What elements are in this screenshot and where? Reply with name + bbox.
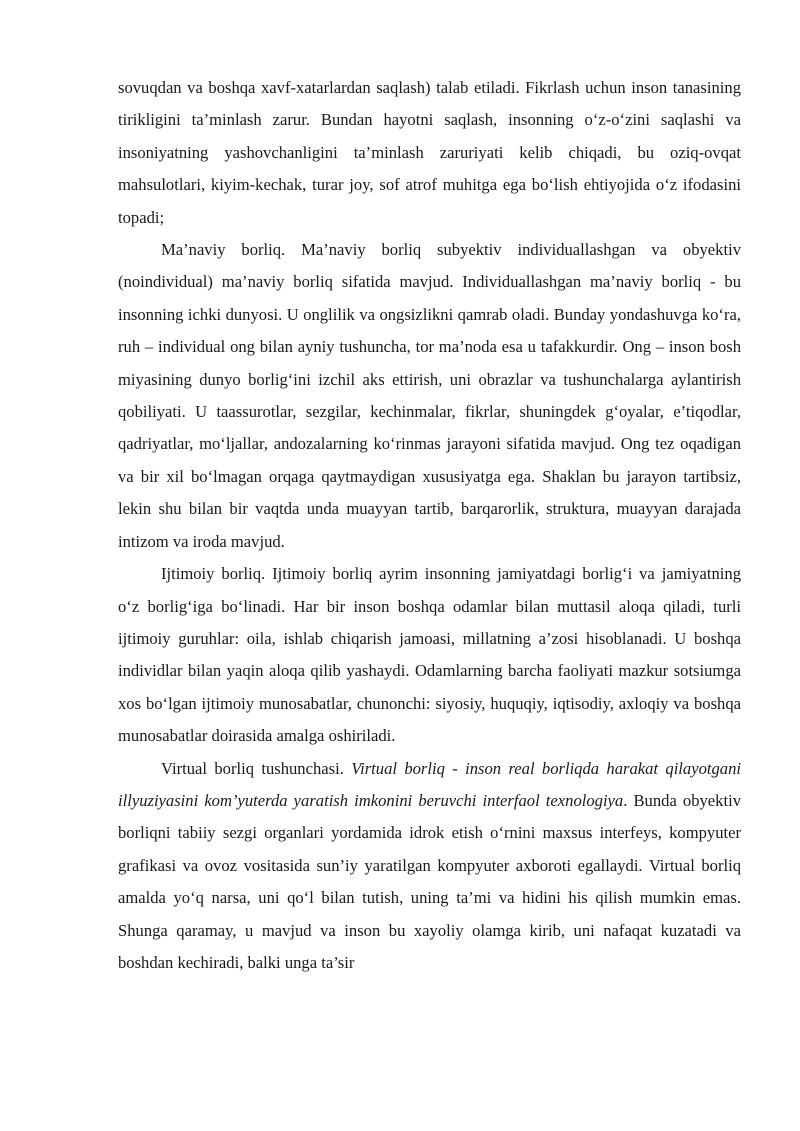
virtual-borliq-definition: Virtual borliq - inson real borliqda harakat qilayotgani illyuziyasini kom’yuterda yaratish imkonini beruvchi interfaol texnologiya (118, 758, 741, 810)
paragraph-manaviy-borliq: Ma’naviy borliq. Ma’naviy borliq subyektiv individuallashgan va obyektiv (noindividual) ma’naviy borliq sifatida mavjud. Individuallashgan ma’naviy borliq - bu insonning ichki dunyosi. U onglilik va ongsizlikni qamrab oladi. Bunday yondashuvga ko‘ra, ruh – individual ong bilan ayniy tushuncha, tor ma’noda esa u tafakkurdir. Ong – inson bosh miyasining dunyo borlig‘ini izchil aks ettirish, uni obrazlar va tushunchalarga aylantirish qobiliyati. U taassurotlar, sezgilar, kechinmalar, fikrlar, shuningdek g‘oyalar, e’tiqodlar, qadriyatlar, mo‘ljallar, andozalarning ko‘rinmas jarayoni sifatida mavjud. Ong tez oqadigan va bir xil bo‘lmagan orqaga qaytmaydigan xususiyatga ega. Shaklan bu jarayon tartibsiz, lekin shu bilan bir vaqtda unda muayyan tartib, barqarorlik, struktura, muayyan darajada intizom va iroda mavjud. (118, 240, 741, 551)
virtual-borliq-rest: . Bunda obyektiv borliqni tabiiy sezgi organlari yordamida idrok etish o‘rnini maxsus interfeys, kompyuter grafikasi va ovoz vositasida sun’iy yaratilgan kompyuter axboroti egallaydi. Virtual borliq amalda yo‘q narsa, uni qo‘l bilan tutish, uning ta’mi va hidini his qilish mumkin emas. Shunga qaramay, u mavjud va inson bu xayoliy olamga kirib, uni nafaqat kuzatadi va boshdan kechiradi, balki unga ta’sir (118, 790, 741, 972)
document-page (118, 72, 741, 979)
paragraph-ijtimoiy-borliq: Ijtimoiy borliq. Ijtimoiy borliq ayrim insonning jamiyatdagi borlig‘i va jamiyatning o‘z borlig‘iga bo‘linadi. Har bir inson boshqa odamlar bilan muttasil aloqa qiladi, turli ijtimoiy guruhlar: oila, ishlab chiqarish jamoasi, millatning a’zosi hisoblanadi. U boshqa individlar bilan yaqin aloqa qilib yashaydi. Odamlarning barcha faoliyati mazkur sotsiumga xos bo‘lgan ijtimoiy munosabatlar, chunonchi: siyosiy, huquqiy, iqtisodiy, axloqiy va boshqa munosabatlar doirasida amalga oshiriladi. (118, 564, 741, 746)
paragraph-continuation: sovuqdan va boshqa xavf-xatarlardan saqlash) talab etiladi. Fikrlash uchun inson tanasining tirikligini ta’minlash zarur. Bundan hayotni saqlash, insonning o‘z-o‘zini saqlashi va insoniyatning yashovchanligini ta’minlash zaruriyati kelib chiqadi, bu oziq-ovqat mahsulotlari, kiyim-kechak, turar joy, sof atrof muhitga ega bo‘lish ehtiyojida o‘z ifodasini topadi; (118, 78, 741, 227)
paragraph-virtual-borliq (118, 753, 741, 980)
virtual-borliq-lead: Virtual borliq tushunchasi. (161, 758, 352, 778)
